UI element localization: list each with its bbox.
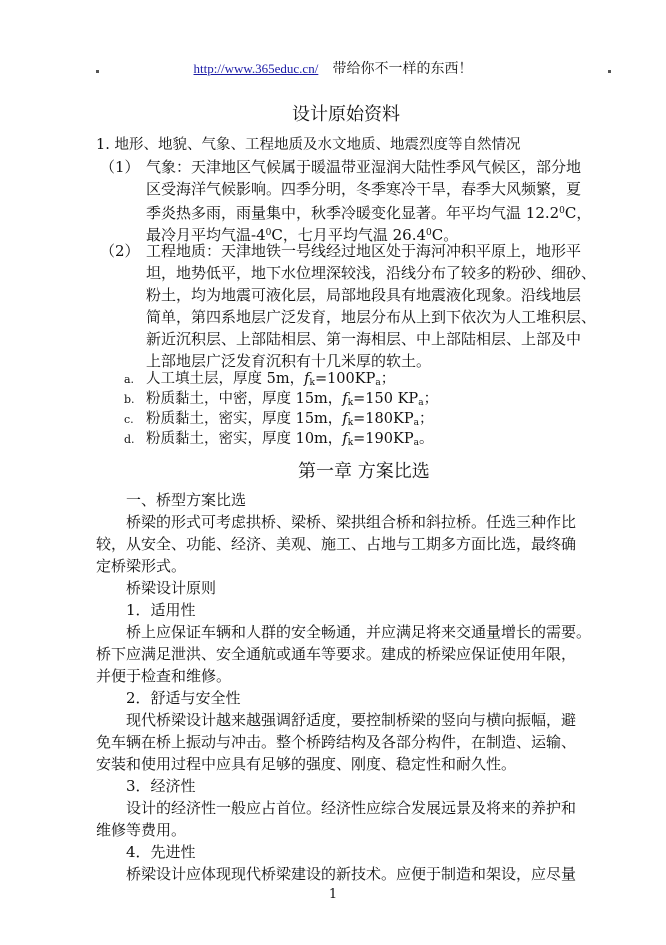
item-1-2-line: 上部地层广泛发育沉积有十几米厚的软土。 xyxy=(146,352,432,370)
header-link[interactable]: http://www.365educ.cn/ xyxy=(193,61,319,76)
header-corner-mark-left xyxy=(96,70,99,73)
soil-layer-marker: b. xyxy=(124,393,135,406)
degree-superscript: 0 xyxy=(426,228,432,238)
paragraph-line: 安装和使用过程中应具有足够的强度、刚度、稳定性和耐久性。 xyxy=(96,755,517,773)
item-1-2-line: 新近沉积层、上部陆相层、第一海相层、中上部陆相层、上部及中 xyxy=(146,330,582,348)
item-1-1-line: 区受海洋气候影响。四季分明，冬季寒冷干旱，春季大风频繁，夏 xyxy=(146,180,582,198)
degree-superscript: 0 xyxy=(265,228,272,238)
soil-layer-text: 粉质黏土，密实，厚度 15m，$f_k=180KP_a$； xyxy=(146,411,434,428)
principle-heading: 3．经济性 xyxy=(126,777,196,795)
paragraph-line: 桥梁的形式可考虑拱桥、梁桥、梁拱组合桥和斜拉桥。任选三种作比 xyxy=(126,513,577,531)
soil-layer-text: 人工填土层，厚度 5m，$f_k=100KP_a$； xyxy=(146,371,396,388)
paragraph-line: 桥下应满足泄洪、安全通航或通车等要求。建成的桥梁应保证使用年限， xyxy=(96,645,577,663)
item-1-1-marker: （1） xyxy=(100,158,140,176)
comma: ， xyxy=(576,204,592,222)
header-corner-mark-right xyxy=(608,70,611,73)
principle-heading: 2．舒适与安全性 xyxy=(126,689,241,707)
page-number: 1 xyxy=(328,887,338,902)
soil-layer-text: 粉质黏土，中密，厚度 15m，$f_k=150$ $KP_a$； xyxy=(146,391,439,408)
soil-layer-marker: a. xyxy=(124,373,135,386)
item-1-2-line: 简单，第四系地层广泛发育，地层分布从上到下依次为人工堆积层、 xyxy=(146,308,597,326)
paragraph-line: 现代桥梁设计越来越强调舒适度，要控制桥梁的竖向与横向振幅，避 xyxy=(126,711,577,729)
item-1-2-line: 工程地质：天津地铁一号线经过地区处于海河冲积平原上，地形平 xyxy=(146,242,582,260)
paragraph-line: 免车辆在桥上振动与冲击。整个桥跨结构及各部分构件，在制造、运输、 xyxy=(96,733,577,751)
item-1-2-line: 坦，地势低平，地下水位埋深较浅，沿线分布了较多的粉砂、细砂、 xyxy=(146,264,597,282)
degree-superscript: 0 xyxy=(559,206,565,216)
period: 。 xyxy=(443,226,459,244)
soil-layer-item xyxy=(124,428,434,451)
paragraph-line: 定桥梁形式。 xyxy=(96,557,187,575)
item-1-1-line xyxy=(146,200,591,224)
paragraph-line: 维修等费用。 xyxy=(96,821,187,839)
subsection-heading: 桥梁设计原则 xyxy=(126,579,217,597)
item-1-1-line: 气象：天津地区气候属于暖温带亚湿润大陆性季风气候区，部分地 xyxy=(146,158,582,176)
principle-heading: 4．先进性 xyxy=(126,843,196,861)
soil-layer-marker: d. xyxy=(124,433,135,446)
paragraph-line: 桥梁设计应体现现代桥梁建设的新技术。应便于制造和架设，应尽量 xyxy=(126,865,577,883)
soil-layer-text: 粉质黏土，密实，厚度 10m，$f_k=190KP_a$。 xyxy=(146,431,434,448)
header-slogan: 带给你不一样的东西！ xyxy=(332,61,473,77)
chapter-title: 第一章 方案比选 xyxy=(298,461,430,482)
item-1-2-line: 粉土，均为地震可液化层，局部地段具有地震液化现象。沿线地层 xyxy=(146,286,582,304)
text-run: ，七月平均气温 26.4 xyxy=(282,226,427,244)
text-run: 最冷月平均气温-4 xyxy=(146,226,266,244)
paragraph-line: 较，从安全、功能、经济、美观、施工、占地与工期多方面比选，最终确 xyxy=(96,535,577,553)
soil-layer-marker: c. xyxy=(124,413,134,426)
paragraph-line: 桥上应保证车辆和人群的安全畅通，并应满足将来交通量增长的需要。 xyxy=(126,623,592,641)
page-header xyxy=(0,58,666,78)
text-run: 季炎热多雨，雨量集中，秋季冷暖变化显著。年平均气温 12.2 xyxy=(146,204,560,222)
section-heading: 一、桥型方案比选 xyxy=(126,491,247,509)
unit-c: C xyxy=(564,204,577,222)
section-title: 设计原始资料 xyxy=(292,104,400,125)
item-1-2-marker: （2） xyxy=(100,242,140,260)
unit-c: C xyxy=(431,226,444,244)
paragraph-line: 设计的经济性一般应占首位。经济性应综合发展远景及将来的养护和 xyxy=(126,799,577,817)
paragraph-line: 并便于检查和维修。 xyxy=(96,667,232,685)
unit-c: C xyxy=(271,226,283,244)
principle-heading: 1．适用性 xyxy=(126,601,196,619)
item-1-heading: 1. 地形、地貌、气象、工程地质及水文地质、地震烈度等自然情况 xyxy=(96,137,521,153)
